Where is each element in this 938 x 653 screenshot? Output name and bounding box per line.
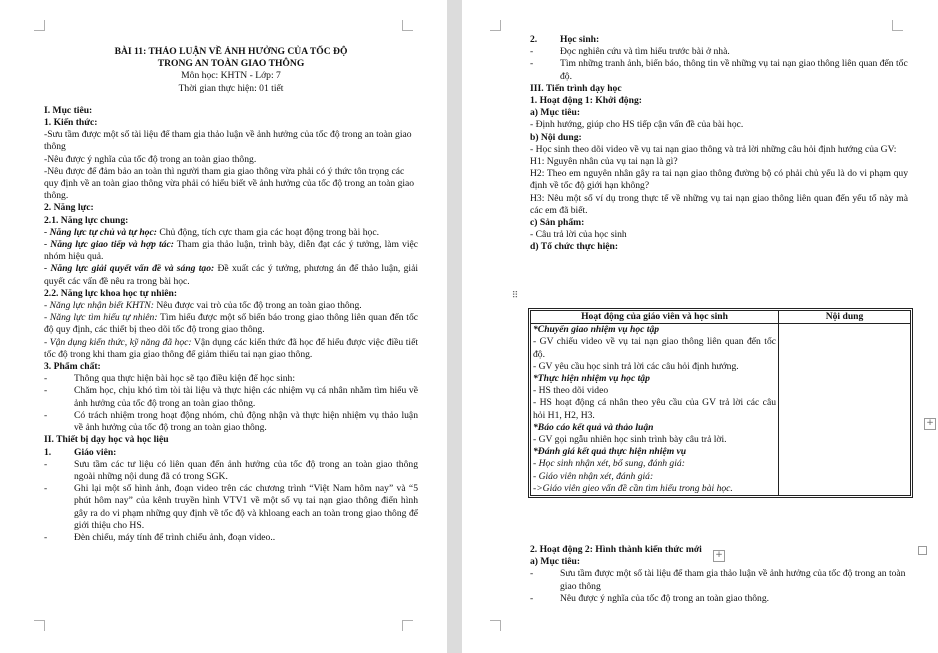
list-item: - Sưu tầm các tư liệu có liên quan đến ảnh hưởng của tốc độ trong an toàn giao thông ngoài những nội dung đã có trong SGK. (44, 458, 418, 482)
cell-line: - GV yêu cầu học sinh trả lời các câu hỏi định hướng. (533, 360, 739, 372)
cell-line: - GV chiếu video về vụ tai nạn giao thông liên quan đến tốc độ. (533, 336, 776, 360)
table-row (531, 324, 911, 496)
table-resize-handle-icon[interactable] (918, 546, 927, 555)
document-page-right (462, 0, 938, 653)
subsection-heading: 1. Hoạt động 1: Khởi động: (530, 95, 642, 107)
paragraph: H1: Nguyên nhân của vụ tai nạn là gì? (530, 156, 678, 168)
subsection-heading: 2. Hoạt động 2: Hình thành kiến thức mới (530, 544, 702, 555)
subsection-heading: a) Mục tiêu: (530, 107, 581, 119)
crop-mark (892, 20, 903, 31)
crop-mark (402, 620, 413, 631)
table-header-cell: Hoạt động của giáo viên và học sinh (531, 311, 779, 324)
subsection-heading: c) Sản phẩm: (530, 217, 585, 229)
lesson-title: BÀI 11: THẢO LUẬN VỀ ẢNH HƯỞNG CỦA TỐC ĐỘ (114, 46, 348, 57)
paragraph: - Câu trả lời của học sinh (530, 229, 627, 241)
add-row-icon[interactable]: + (713, 550, 725, 562)
paragraph: -Sưu tầm được một số tài liệu để tham gia thảo luận về ảnh hưởng của tốc độ trong an toàn giao thông (44, 129, 412, 153)
paragraph: -Nêu được để đảm bảo an toàn thì người tham gia giao thông vừa phải có ý thức tôn trọng các quy định về an toàn giao thông vừa phải có hiểu biết về ảnh hưởng của tốc độ trong an toàn giao thông. (44, 165, 415, 202)
subject-line: Môn học: KHTN - Lớp: 7 (181, 70, 281, 82)
duration-line: Thời gian thực hiện: 01 tiết (178, 82, 284, 94)
term-label: - Vận dụng kiến thức, kỹ năng đã học: (44, 336, 192, 348)
paragraph: - Năng lực giao tiếp và hợp tác: Tham gia thảo luận, trình bày, diễn đạt các ý tưởng, làm việc nhóm hiệu quả. (44, 239, 418, 263)
crop-mark (34, 20, 45, 31)
crop-mark (490, 620, 501, 631)
paragraph: H3: Nêu một số ví dụ trong thực tế về những vụ tai nạn giao thông liên quan đến yếu tố này mà các em đã biết. (530, 192, 908, 216)
subsection-heading: d) Tổ chức thực hiện: (530, 241, 619, 253)
list-item: - Thông qua thực hiện bài học sẽ tạo điều kiện để học sinh: (44, 373, 296, 385)
list-item: - Ghi lại một số hình ảnh, đoạn video trên các chương trình “Việt Nam hôm nay” và “5 phút hôm nay” của kênh truyền hình VTV1 về một số vụ tai nạn giao thông điển hình gây ra do vi phạm những quy định về tốc độ và khloang each an toàn trong giao thông để giới thiệu cho HS. (44, 483, 418, 531)
cell-line: - HS theo dõi video (533, 385, 609, 397)
page-right-content-lower[interactable] (530, 544, 908, 605)
subsection-heading: a) Mục tiêu: (530, 556, 581, 568)
subsection-heading: 3. Phẩm chất: (44, 361, 101, 373)
activity-table[interactable] (530, 310, 911, 496)
activity-table-frame (528, 308, 913, 498)
document-page-left (0, 0, 447, 653)
table-cell[interactable] (531, 324, 779, 496)
term-label: - Năng lực tìm hiểu tự nhiên: (44, 312, 158, 324)
table-header-row (531, 311, 911, 324)
table-cell[interactable] (779, 324, 911, 496)
table-move-handle-icon[interactable]: ⠿ (511, 291, 519, 301)
subsection-heading: 2.2. Năng lực khoa học tự nhiên: (44, 287, 178, 299)
list-item: 1. Giáo viên: (44, 446, 117, 458)
list-item: - Nêu được ý nghĩa của tốc độ trong an toàn giao thông. (530, 592, 770, 604)
section-heading: III. Tiến trình dạy học (530, 82, 622, 94)
term-label: - Năng lực giao tiếp và hợp tác: (44, 239, 174, 251)
cell-line: - GV gọi ngẫu nhiên học sinh trình bày câu trả lời. (533, 434, 727, 446)
paragraph: - Định hướng, giúp cho HS tiếp cận vấn đề của bài học. (530, 119, 744, 131)
list-item: - Đèn chiếu, máy tính để trình chiếu ảnh, đoạn video.. (44, 531, 276, 543)
paragraph: -Nêu được ý nghĩa của tốc độ trong an toàn giao thông. (44, 153, 257, 165)
lesson-title-line2: TRONG AN TOÀN GIAO THÔNG (157, 58, 305, 70)
term-label: - Năng lực nhận biết KHTN: (44, 300, 154, 312)
cell-line: - HS hoạt động cá nhân theo yêu cầu của GV trả lời các câu hỏi H1, H2, H3. (533, 397, 776, 421)
term-label: - Năng lực giải quyết vấn đề và sáng tạo: (44, 263, 215, 275)
add-column-icon[interactable]: + (924, 418, 936, 430)
crop-mark (402, 20, 413, 31)
list-item: - Sưu tầm được một số tài liệu để tham gia thảo luận về ảnh hưởng của tốc độ trong an toàn giao thông (530, 568, 906, 592)
list-item: 2. Học sinh: (530, 34, 600, 45)
subsection-heading: 1. Kiến thức: (44, 117, 98, 129)
paragraph: - Vận dụng kiến thức, kỹ năng đã học: Vận dụng các kiến thức đã học để hiểu được việc điều tiết tốc độ trong khi tham gia giao thông để giảm thiểu tai nạn giao thông. (44, 336, 418, 360)
paragraph: - Năng lực nhận biết KHTN: Nêu được vai trò của tốc độ trong an toàn giao thông. (44, 300, 362, 312)
crop-mark (34, 620, 45, 631)
paragraph: - Năng lực tìm hiểu tự nhiên: Tìm hiểu được một số biển báo trong giao thông liên quan đến tốc độ quy định, các thiết bị theo dõi tốc độ trong giao thông. (44, 312, 418, 336)
cell-line: - Giáo viên nhận xét, đánh giá: (533, 470, 654, 482)
subsection-heading: b) Nội dung: (530, 131, 582, 143)
cell-line: - Học sinh nhận xét, bổ sung, đánh giá: (533, 458, 685, 470)
paragraph: - Năng lực giải quyết vấn đề và sáng tạo: Đề xuất các ý tưởng, phương án để thảo luận, giải quyết các vấn đề nêu ra trong bài học. (44, 263, 418, 287)
section-heading: I. Mục tiêu: (44, 104, 93, 116)
step-heading: *Báo cáo kết quả và thảo luận (533, 421, 654, 433)
list-item: - Đọc nghiên cứu và tìm hiểu trước bài ở nhà. (530, 46, 730, 58)
section-heading: II. Thiết bị dạy học và học liệu (44, 434, 169, 446)
step-heading: *Thực hiện nhiệm vụ học tập (533, 373, 650, 385)
paragraph: - Học sinh theo dõi video về vụ tai nạn giao thông và trả lời những câu hỏi định hướng của GV: (530, 143, 897, 155)
list-item: - Chăm học, chịu khó tìm tòi tài liệu và thực hiện các nhiệm vụ cá nhân nhằm tìm hiểu về ảnh hưởng của tốc độ trong an toàn giao thông. (44, 385, 418, 409)
subsection-heading: 2.1. Năng lực chung: (44, 214, 129, 226)
cell-line: ->Giáo viên gieo vấn đề cần tìm hiểu trong bài học. (533, 482, 733, 494)
table-header-cell: Nội dung (779, 311, 911, 324)
page-right-content[interactable] (530, 34, 908, 254)
list-item: - Tìm những tranh ảnh, biển báo, thông tin về những vụ tai nạn giao thông liên quan đến tốc độ. (530, 58, 908, 82)
subsection-heading: 2. Năng lực: (44, 202, 94, 214)
page-gap (447, 0, 462, 653)
crop-mark (490, 20, 501, 31)
paragraph: - Năng lực tự chủ và tự học: Chủ động, tích cực tham gia các hoạt động trong bài học. (44, 226, 379, 238)
term-label: - Năng lực tự chủ và tự học: (44, 226, 157, 238)
step-heading: *Chuyển giao nhiệm vụ học tập (533, 324, 660, 336)
page-left-content[interactable] (44, 46, 418, 544)
paragraph: H2: Theo em nguyên nhân gây ra tai nạn giao thông đường bộ có phải chủ yếu là do vi phạm quy định về tốc độ giới hạn không? (530, 168, 908, 192)
list-item: - Có trách nhiệm trong hoạt động nhóm, chủ động nhận và thực hiện nhiệm vụ thảo luận về ảnh hưởng của tốc độ trong an toàn giao thông. (44, 409, 418, 434)
step-heading: *Đánh giá kết quả thực hiện nhiệm vụ (533, 446, 687, 458)
